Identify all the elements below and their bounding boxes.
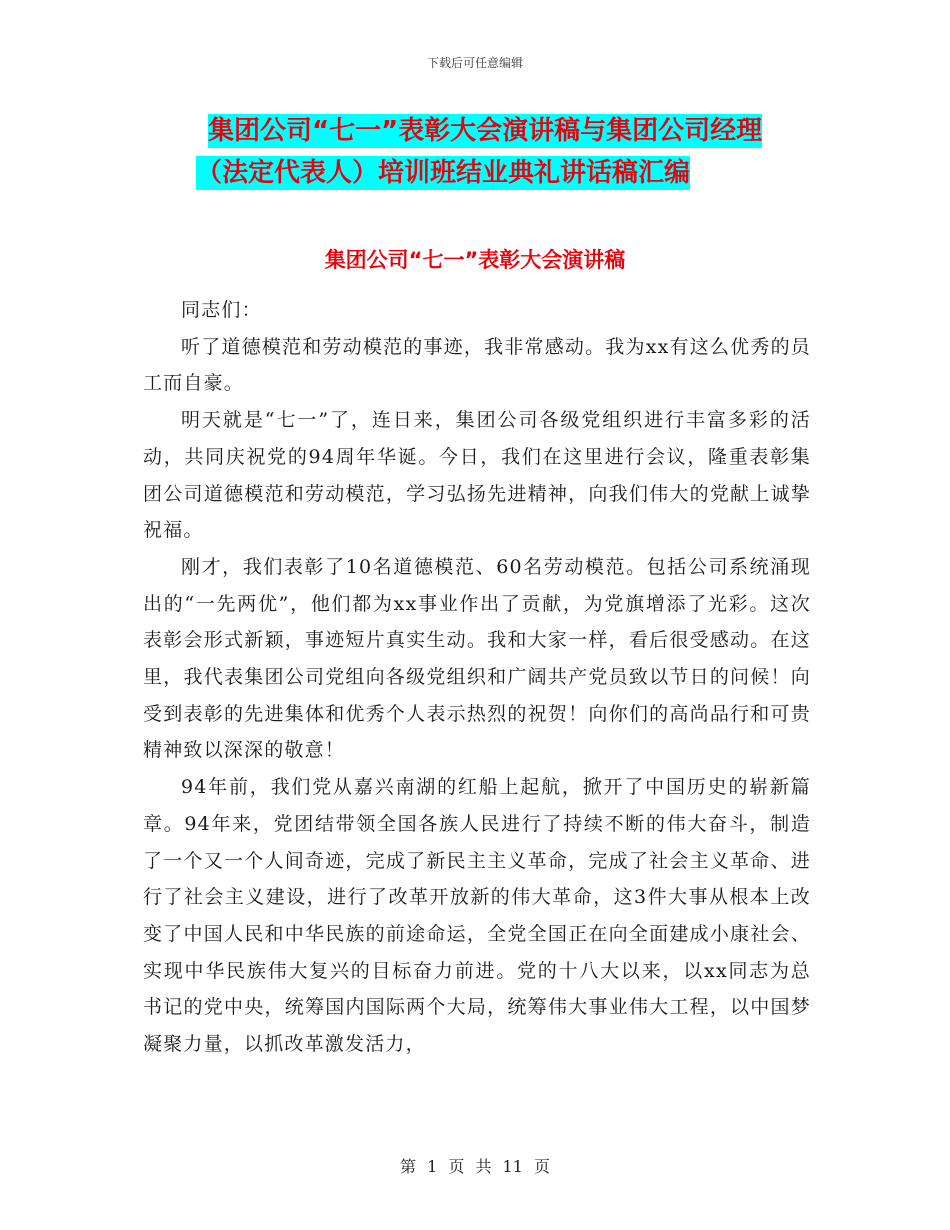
paragraph: 刚才，我们表彰了10名道德模范、60名劳动模范。包括公司系统涌现出的“一先两优”，他们都为xx事业作出了贡献，为党旗增添了光彩。这次表彰会形式新颖，事迹短片真实生动。我和大家一样，看后很受感动。在这里，我代表集团公司党组向各级党组织和广阔共产党员致以节日的问候！向受到表彰的先进集体和优秀个人表示热烈的祝贺！向你们的高尚品行和可贵精神致以深深的敬意！ <box>143 555 811 762</box>
document-body <box>143 292 811 1063</box>
document-title-line-2-text: （法定代表人）培训班结业典礼讲话稿汇编 <box>196 158 691 188</box>
document-title <box>196 110 808 194</box>
page-header-note: 下载后可任意编辑 <box>426 56 523 70</box>
document-title-line-1 <box>208 110 808 152</box>
section-title: 集团公司“七一”表彰大会演讲稿 <box>324 248 626 272</box>
paragraph-salutation: 同志们： <box>181 299 262 321</box>
paragraph: 94年前，我们党从嘉兴南湖的红船上起航，掀开了中国历史的崭新篇章。94年来，党团结带领全国各族人民进行了持续不断的伟大奋斗，制造了一个又一个人间奇迹，完成了新民主主义革命，完成了社会主义革命、进行了社会主义建设，进行了改革开放新的伟大革命，这3件大事从根本上改变了中国人民和中华民族的前途命运，全党全国正在向全面建成小康社会、实现中华民族伟大复兴的目标奋力前进。党的十八大以来，以xx同志为总书记的党中央，统筹国内国际两个大局，统筹伟大事业伟大工程，以中国梦凝聚力量，以抓改革激发活力， <box>143 776 811 1056</box>
document-title-line-1-text: 集团公司“七一”表彰大会演讲稿与集团公司经理 <box>208 116 763 146</box>
page-number-footer: 第 1 页 共 11 页 <box>400 1157 550 1176</box>
document-title-line-2 <box>196 152 808 194</box>
paragraph: 明天就是“七一”了，连日来，集团公司各级党组织进行丰富多彩的活动，共同庆祝党的94周年华诞。今日，我们在这里进行会议，隆重表彰集团公司道德模范和劳动模范，学习弘扬先进精神，向我们伟大的党献上诚挚祝福。 <box>143 409 811 542</box>
paragraph: 听了道德模范和劳动模范的事迹，我非常感动。我为xx有这么优秀的员工而自豪。 <box>143 335 811 395</box>
